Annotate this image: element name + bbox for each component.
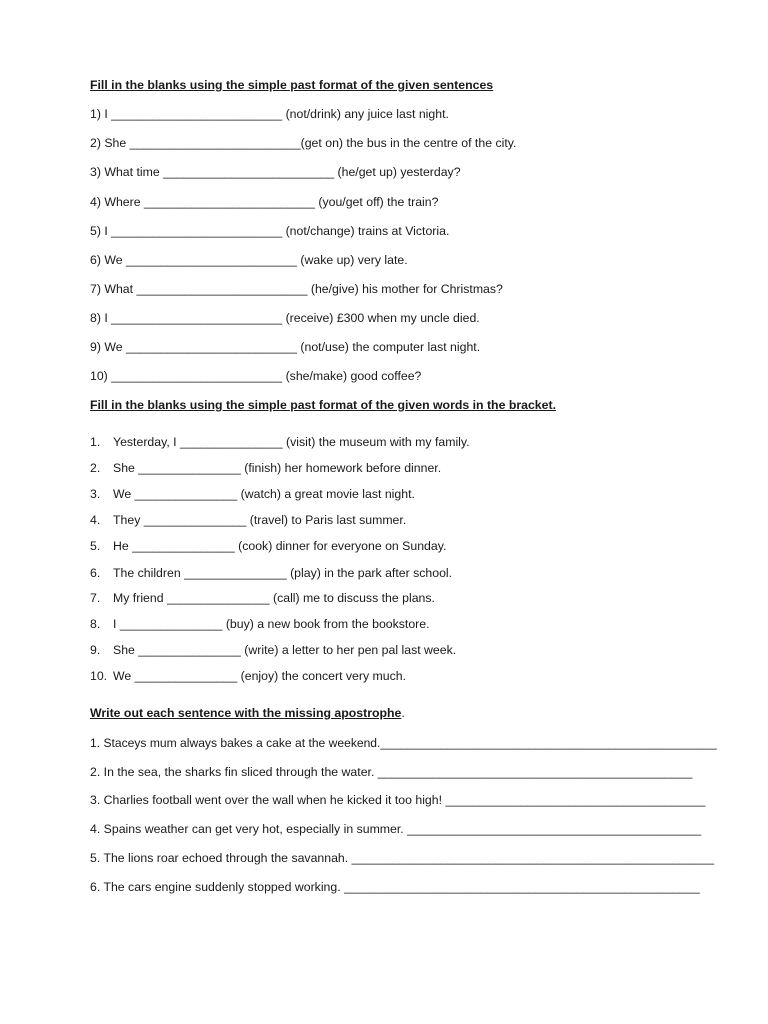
section2-title: Fill in the blanks using the simple past format of the given words in the bracket.: [90, 398, 556, 412]
section1-item-6: 6) We _________________________ (wake up) very late.: [90, 253, 408, 267]
section2-item-7: [90, 591, 435, 605]
item-text: Yesterday, I _______________ (visit) the museum with my family.: [113, 435, 470, 449]
section2-item-3: [90, 487, 415, 501]
item-text: My friend _______________ (call) me to discuss the plans.: [113, 591, 435, 605]
section2-item-9: [90, 643, 456, 657]
section1-item-4: 4) Where _________________________ (you/get off) the train?: [90, 195, 439, 209]
section3-item-2: 2. In the sea, the sharks fin sliced through the water. ______________________________________________: [90, 765, 693, 779]
item-number: 10.: [90, 669, 108, 683]
item-number: 4.: [90, 513, 101, 527]
section3-item-5: 5. The lions roar echoed through the savannah. _____________________________________________________: [90, 851, 715, 865]
section1-item-9: 9) We _________________________ (not/use) the computer last night.: [90, 340, 481, 354]
item-number: 7.: [90, 591, 101, 605]
item-text: We _______________ (watch) a great movie last night.: [113, 487, 415, 501]
section2-item-2: [90, 461, 441, 475]
section1-item-2: 2) She _________________________(get on) the bus in the centre of the city.: [90, 136, 517, 150]
section2-item-1: [90, 435, 470, 449]
section3-item-4: 4. Spains weather can get very hot, especially in summer. ___________________________________________: [90, 822, 702, 836]
item-text: He _______________ (cook) dinner for everyone on Sunday.: [113, 539, 447, 553]
item-text: She _______________ (write) a letter to her pen pal last week.: [113, 643, 457, 657]
item-text: The children _______________ (play) in the park after school.: [113, 566, 453, 580]
section3-title-end: .: [401, 706, 405, 720]
section1-item-7: 7) What _________________________ (he/give) his mother for Christmas?: [90, 282, 503, 296]
section3-item-3: 3. Charlies football went over the wall when he kicked it too high! ______________________________________: [90, 793, 706, 807]
section1-item-10: 10) _________________________ (she/make) good coffee?: [90, 369, 422, 383]
item-text: We _______________ (enjoy) the concert very much.: [113, 669, 407, 683]
section1-item-1: 1) I _________________________ (not/drink) any juice last night.: [90, 107, 449, 121]
section1-item-3: 3) What time _________________________ (he/get up) yesterday?: [90, 165, 461, 179]
item-number: 1.: [90, 435, 101, 449]
section1-title: Fill in the blanks using the simple past format of the given sentences: [90, 78, 494, 92]
item-number: 5.: [90, 539, 101, 553]
section2-item-4: [90, 513, 406, 527]
section3-item-1: 1. Staceys mum always bakes a cake at the weekend.__________________________________________________: [90, 736, 717, 750]
section1-item-8: 8) I _________________________ (receive) £300 when my uncle died.: [90, 311, 480, 325]
item-number: 3.: [90, 487, 101, 501]
section2-item-8: [90, 617, 430, 631]
section2-item-6: [90, 566, 452, 580]
item-text: I _______________ (buy) a new book from the bookstore.: [113, 617, 430, 631]
section2-item-5: [90, 539, 446, 553]
section2-item-10: [90, 669, 406, 683]
section3-item-6: 6. The cars engine suddenly stopped working. ____________________________________________________: [90, 880, 700, 894]
item-text: She _______________ (finish) her homework before dinner.: [113, 461, 442, 475]
section3-title-text: Write out each sentence with the missing apostrophe: [90, 706, 402, 720]
item-number: 6.: [90, 566, 101, 580]
item-number: 2.: [90, 461, 101, 475]
item-text: They _______________ (travel) to Paris last summer.: [113, 513, 407, 527]
section3-title: [90, 706, 405, 720]
item-number: 9.: [90, 643, 101, 657]
section1-item-5: 5) I _________________________ (not/change) trains at Victoria.: [90, 224, 450, 238]
item-number: 8.: [90, 617, 101, 631]
